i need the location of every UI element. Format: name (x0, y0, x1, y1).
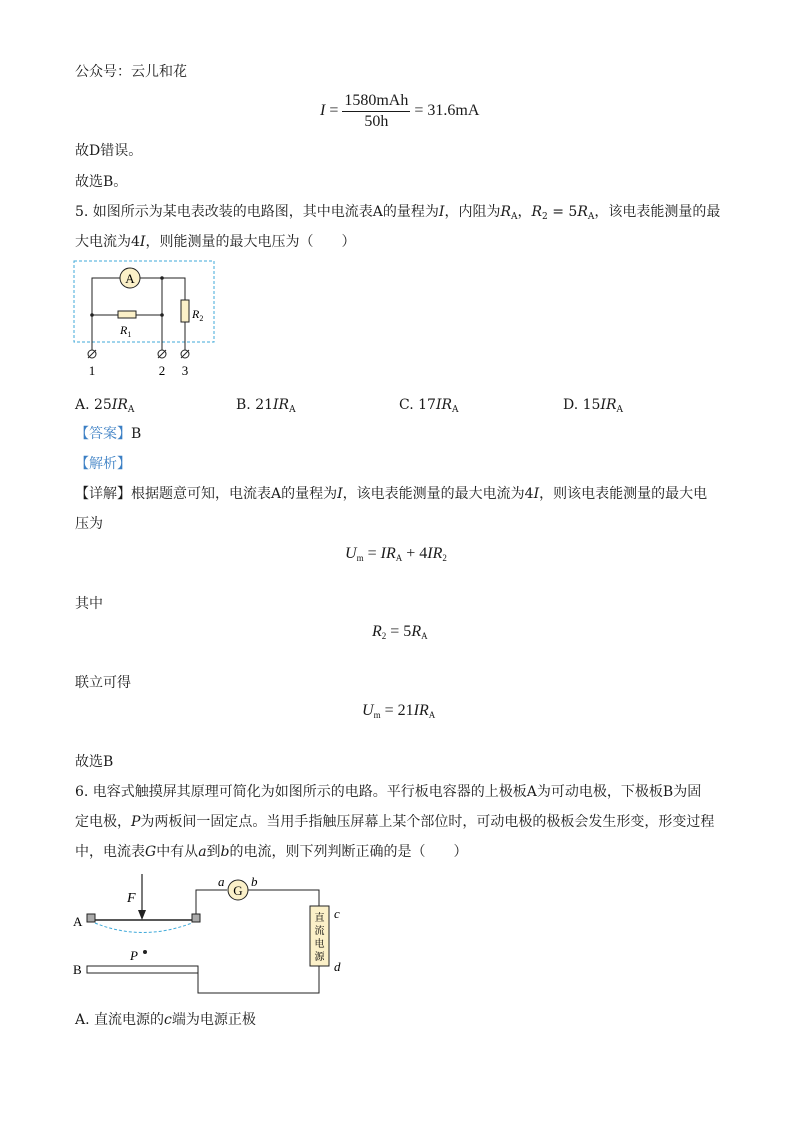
stem-var: I (438, 204, 445, 220)
q5-option-d: D. $15IR_A$ (563, 397, 624, 415)
eq-fraction (342, 92, 410, 131)
q5-answer (75, 424, 141, 444)
stem-text: = 5 (547, 204, 578, 220)
q5-equation-2: $R_2 = 5R_A$ (372, 623, 428, 641)
source-char-2: 流 (314, 926, 325, 937)
eq-rhs: = 31.6mA (414, 102, 480, 120)
galvanometer-label: G (233, 883, 243, 898)
stem-sub: A (511, 212, 518, 222)
source-char-3: 电 (314, 939, 325, 950)
q5-detail-line-2: 压为 (75, 516, 103, 532)
plate-b-label: B (73, 962, 82, 977)
stem-text: ， (517, 204, 532, 220)
stem-var: R (577, 204, 588, 220)
eq-numerator: 1580mAh (342, 92, 410, 112)
q5-stem-line-2 (75, 232, 355, 252)
terminal-a-label: a (218, 874, 225, 889)
eq-lhs: I (320, 102, 326, 120)
q6-circuit-diagram (70, 870, 360, 998)
stem-text: 大电流为4 (75, 234, 140, 250)
dashed-box (74, 261, 214, 342)
force-label: F (127, 891, 136, 906)
resistor-r2 (181, 300, 189, 322)
terminal-label-3: 3 (181, 363, 189, 378)
stem-var: I (139, 234, 146, 250)
eq-denominator: 50h (364, 113, 389, 130)
point-p-label: P (130, 948, 138, 963)
q5-equation-3: $U_m = 21IR_A$ (362, 702, 436, 720)
q5-stem-line-1 (75, 202, 720, 227)
terminal-b-label: b (251, 874, 258, 889)
q4-conclusion-1: 故D错误。 (75, 143, 143, 159)
plate-a-right-support (192, 914, 200, 922)
q5-option-a: A. $25IR_A$ (75, 397, 135, 415)
terminal-d-label: d (334, 959, 341, 974)
q5-analysis-tag: 【解析】 (75, 456, 131, 472)
resistor-r1 (118, 311, 136, 318)
point-p (143, 950, 147, 954)
watermark-text: 公众号：云儿和花 (75, 64, 187, 80)
q6-stem-line-2: 定电极，P为两板间一固定点。当用手指触压屏幕上某个部位时，可动电极的极板会发生形变，形变过程 (75, 814, 715, 830)
q5-detail-line-1: 【详解】根据题意可知，电流表A的量程为I，该电表能测量的最大电流为4I，则该电表能测量的最大电 (75, 486, 708, 502)
ammeter-label: A (125, 271, 135, 286)
terminal-c-label: c (334, 906, 340, 921)
q5-combine: 联立可得 (75, 675, 131, 691)
stem-sub: A (587, 212, 595, 222)
source-char-4: 源 (314, 952, 325, 963)
plate-a-left-support (87, 914, 95, 922)
answer-value: B (131, 426, 142, 442)
answer-tag: 【答案】 (75, 426, 131, 442)
terminal-label-2: 2 (158, 363, 166, 378)
stem-var: R (531, 204, 543, 220)
q5-final: 故选B (75, 754, 114, 770)
stem-text: ，则能测量的最大电压为（ ） (145, 234, 356, 250)
stem-text: 5. 如图所示为某电表改装的电路图，其中电流表A的量程为 (75, 204, 439, 220)
plate-b (87, 966, 198, 973)
q5-option-c: C. $17IR_A$ (399, 397, 459, 415)
q5-where: 其中 (75, 596, 103, 612)
q6-stem-line-3: 中，电流表G中有从a到b的电流，则下列判断正确的是（ ） (75, 844, 468, 860)
q6-stem-line-1: 6. 电容式触摸屏其原理可简化为如图所示的电路。平行板电容器的上极板A为可动电极，下极板B为固 (75, 784, 702, 800)
q5-circuit-diagram (70, 258, 220, 380)
q5-equation-1: $U_m = IR_A + 4IR_2$ (345, 545, 447, 563)
plate-a-label: A (73, 914, 83, 929)
terminal-label-1: 1 (88, 363, 96, 378)
q4-conclusion-2: 故选B。 (75, 174, 128, 190)
force-arrow (138, 910, 146, 920)
q6-option-a: A. 直流电源的c端为电源正极 (75, 1012, 256, 1028)
stem-sub: 2 (542, 212, 548, 222)
deformed-plate-curve (95, 923, 192, 933)
q5-option-b: B. $21IR_A$ (236, 397, 296, 415)
r1-label: $R_1$ (120, 323, 132, 339)
source-char-1: 直 (314, 913, 325, 924)
stem-text: ，内阻为 (444, 204, 501, 220)
r2-label: $R_2$ (192, 307, 204, 323)
stem-text: ，该电表能测量的最 (594, 204, 721, 220)
stem-var: R (500, 204, 511, 220)
q4-equation: I = $\frac{\text{1580mAh}}{50h}$ = 31.6mA (320, 92, 480, 130)
